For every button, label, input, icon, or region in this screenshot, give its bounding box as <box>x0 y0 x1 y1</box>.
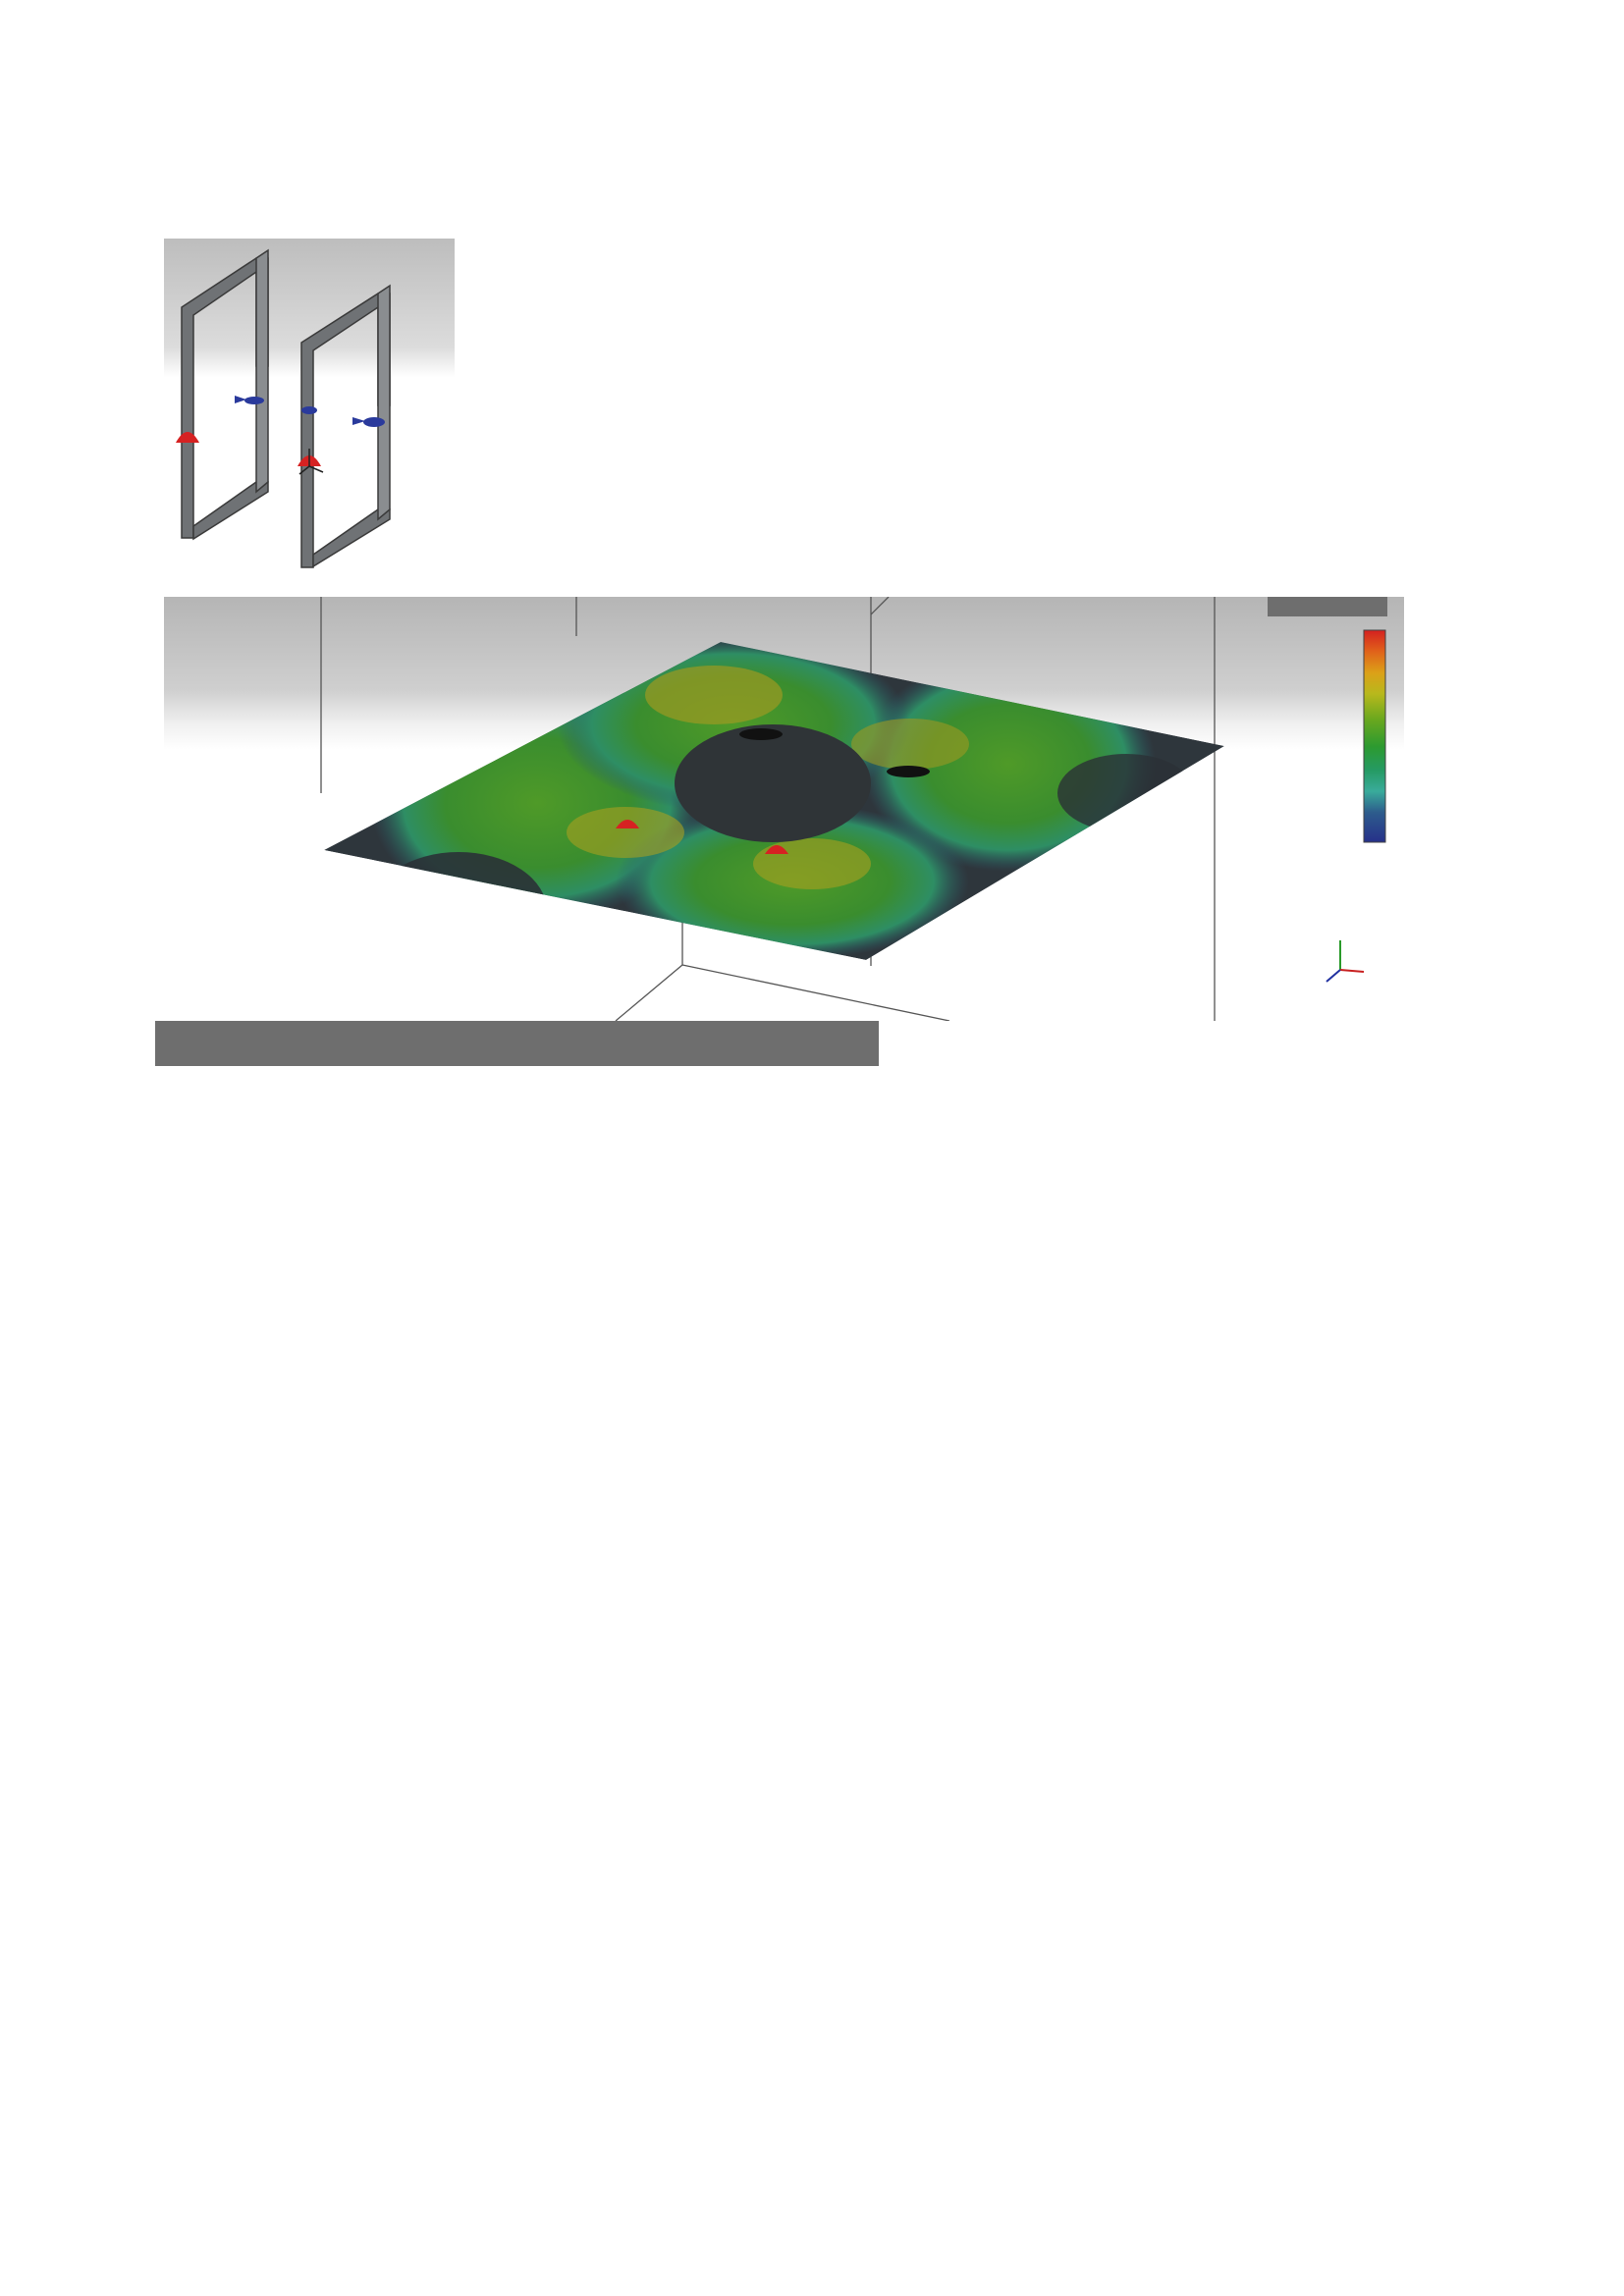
field-plot-view <box>164 597 1404 1021</box>
colorbar-scale <box>1364 630 1385 842</box>
field-info-bar <box>155 1021 879 1066</box>
field-plot-drawing <box>164 597 1404 1021</box>
coil-3d-view <box>164 239 455 568</box>
coil-3d-drawing <box>164 239 455 568</box>
